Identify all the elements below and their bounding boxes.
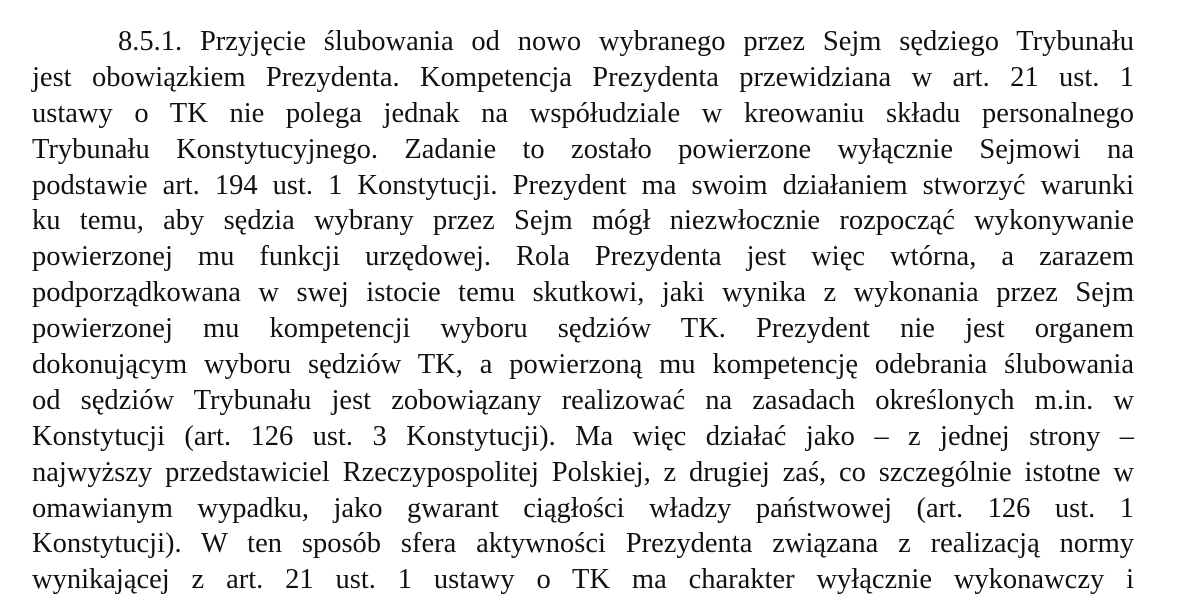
paragraph-line-cut-off: wynikającej z art. 21 ust. 1 ustawy o TK ma charakter wyłącznie wykonawczy i [32, 564, 1134, 596]
paragraph-line: najwyższy przedstawiciel Rzeczypospolitej Polskiej, z drugiej zaś, co szczególnie istotne w [32, 456, 1134, 488]
paragraph-line: podstawie art. 194 ust. 1 Konstytucji. Prezydent ma swoim działaniem stworzyć warunki [32, 169, 1134, 201]
paragraph-line: omawianym wypadku, jako gwarant ciągłości władzy państwowej (art. 126 ust. 1 [32, 492, 1134, 524]
paragraph-line: od sędziów Trybunału jest zobowiązany realizować na zasadach określonych m.in. w [32, 384, 1134, 416]
paragraph-line: 8.5.1. Przyjęcie ślubowania od nowo wybranego przez Sejm sędziego Trybunału [118, 26, 1134, 57]
paragraph-line: powierzonej mu kompetencji wyboru sędziów TK. Prezydent nie jest organem [32, 313, 1134, 345]
paragraph-line: Konstytucji (art. 126 ust. 3 Konstytucji). Ma więc działać jako – z jednej strony – [32, 420, 1134, 452]
paragraph-line: powierzonej mu funkcji urzędowej. Rola Prezydenta jest więc wtórna, a zarazem [32, 241, 1134, 273]
paragraph-line: jest obowiązkiem Prezydenta. Kompetencja Prezydenta przewidziana w art. 21 ust. 1 [32, 61, 1134, 93]
paragraph-8-5-1 [32, 24, 1134, 596]
paragraph-line: ku temu, aby sędzia wybrany przez Sejm mógł niezwłocznie rozpocząć wykonywanie [32, 205, 1134, 237]
paragraph-line: Konstytucji). W ten sposób sfera aktywności Prezydenta związana z realizacją normy [32, 528, 1134, 560]
paragraph-line: ustawy o TK nie polega jednak na współudziale w kreowaniu składu personalnego [32, 97, 1134, 129]
paragraph-line: Trybunału Konstytucyjnego. Zadanie to zostało powierzone wyłącznie Sejmowi na [32, 133, 1134, 165]
paragraph-line: podporządkowana w swej istocie temu skutkowi, jaki wynika z wykonania przez Sejm [32, 277, 1134, 309]
paragraph-line: dokonującym wyboru sędziów TK, a powierzoną mu kompetencję odebrania ślubowania [32, 349, 1134, 381]
